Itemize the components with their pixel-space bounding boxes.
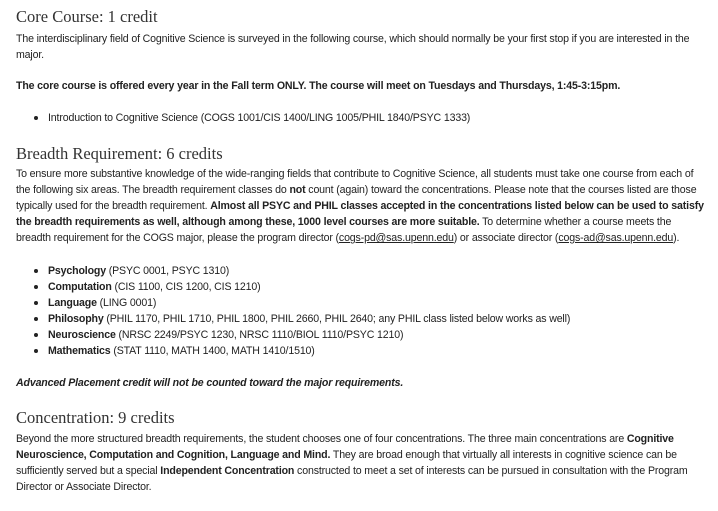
concentration-main-list: Cognitive Neuroscience, Computation and Cognition, Language and Mind. [16, 433, 674, 461]
area-courses: (NRSC 2249/PSYC 1230, NRSC 1110/BIOL 1110/PSYC 1210) [115, 329, 404, 341]
breadth-not-emphasis: not [289, 184, 306, 196]
concentration-text-1: Beyond the more structured breadth requirements, the student chooses one of four concentrations. The three main concentrations are [16, 433, 627, 445]
area-courses: (PHIL 1170, PHIL 1710, PHIL 1800, PHIL 2660, PHIL 2640; any PHIL class listed below works as well) [103, 313, 571, 325]
breadth-text-1: To ensure more substantive knowledge of the wide-ranging fields that contribute to Cognitive Science, all students must take one course from each of the following six areas. The breadth requirement classes do [16, 168, 694, 196]
area-name: Psychology [48, 265, 106, 277]
area-name: Mathematics [48, 345, 111, 357]
breadth-text-4: ) or associate director ( [453, 232, 559, 244]
area-courses: (PSYC 0001, PSYC 1310) [105, 265, 230, 277]
breadth-bold-note: Almost all PSYC and PHIL classes accepted in the concentrations listed below can be used to satisfy the breadth requirements as well, although among these, 1000 level courses are more suitable. [16, 200, 704, 228]
core-course-schedule [16, 78, 706, 94]
core-course-heading: Core Course: 1 credit [16, 7, 158, 26]
breadth-area-psychology [48, 263, 718, 279]
area-name: Neuroscience [48, 329, 116, 341]
concentration-text-2: They are broad enough that virtually all interests in cognitive science can be sufficiently served but a special [16, 449, 677, 477]
breadth-requirement-paragraph [16, 166, 706, 246]
concentration-paragraph [16, 431, 706, 495]
area-courses: (LING 0001) [96, 297, 157, 309]
breadth-area-philosophy [48, 311, 718, 327]
associate-director-email-link[interactable]: cogs-ad@sas.upenn.edu [558, 232, 674, 244]
area-name: Philosophy [48, 313, 104, 325]
breadth-area-neuroscience [48, 327, 718, 343]
breadth-text-5: ). [673, 232, 680, 244]
core-course-schedule-text: The core course is offered every year in the Fall term ONLY. The course will meet on Tuesdays and Thursdays, 1:45-3:15pm. [16, 80, 621, 92]
area-courses: (CIS 1100, CIS 1200, CIS 1210) [111, 281, 261, 293]
breadth-text-3: To determine whether a course meets the breadth requirement for the COGS major, please the program director ( [16, 216, 672, 244]
core-course-list [16, 110, 718, 126]
advanced-placement-note [16, 375, 706, 391]
breadth-requirement-heading: Breadth Requirement: 6 credits [16, 144, 223, 163]
program-director-email-link[interactable]: cogs-pd@sas.upenn.edu [338, 232, 454, 244]
concentration-heading: Concentration: 9 credits [16, 408, 175, 427]
breadth-area-language [48, 295, 718, 311]
list-item: Introduction to Cognitive Science (COGS 1001/CIS 1400/LING 1005/PHIL 1840/PSYC 1333) [48, 110, 718, 126]
area-courses: (STAT 1110, MATH 1400, MATH 1410/1510) [110, 345, 315, 357]
concentration-text-3: constructed to meet a set of interests can be pursued in consultation with the Program Director or Associate Director. [16, 465, 688, 493]
core-course-intro: The interdisciplinary field of Cognitive Science is surveyed in the following course, which should normally be your first stop if you are interested in the major. [16, 33, 690, 61]
area-name: Language [48, 297, 97, 309]
breadth-area-computation [48, 279, 718, 295]
advanced-placement-text: Advanced Placement credit will not be counted toward the major requirements. [16, 377, 404, 389]
area-name: Computation [48, 281, 112, 293]
breadth-areas-list [16, 263, 718, 359]
independent-concentration-label: Independent Concentration [160, 465, 295, 477]
breadth-area-mathematics [48, 343, 718, 359]
breadth-text-2: count (again) toward the concentrations. Please note that the courses listed are those typically used for the breadth requirement. [16, 184, 697, 212]
